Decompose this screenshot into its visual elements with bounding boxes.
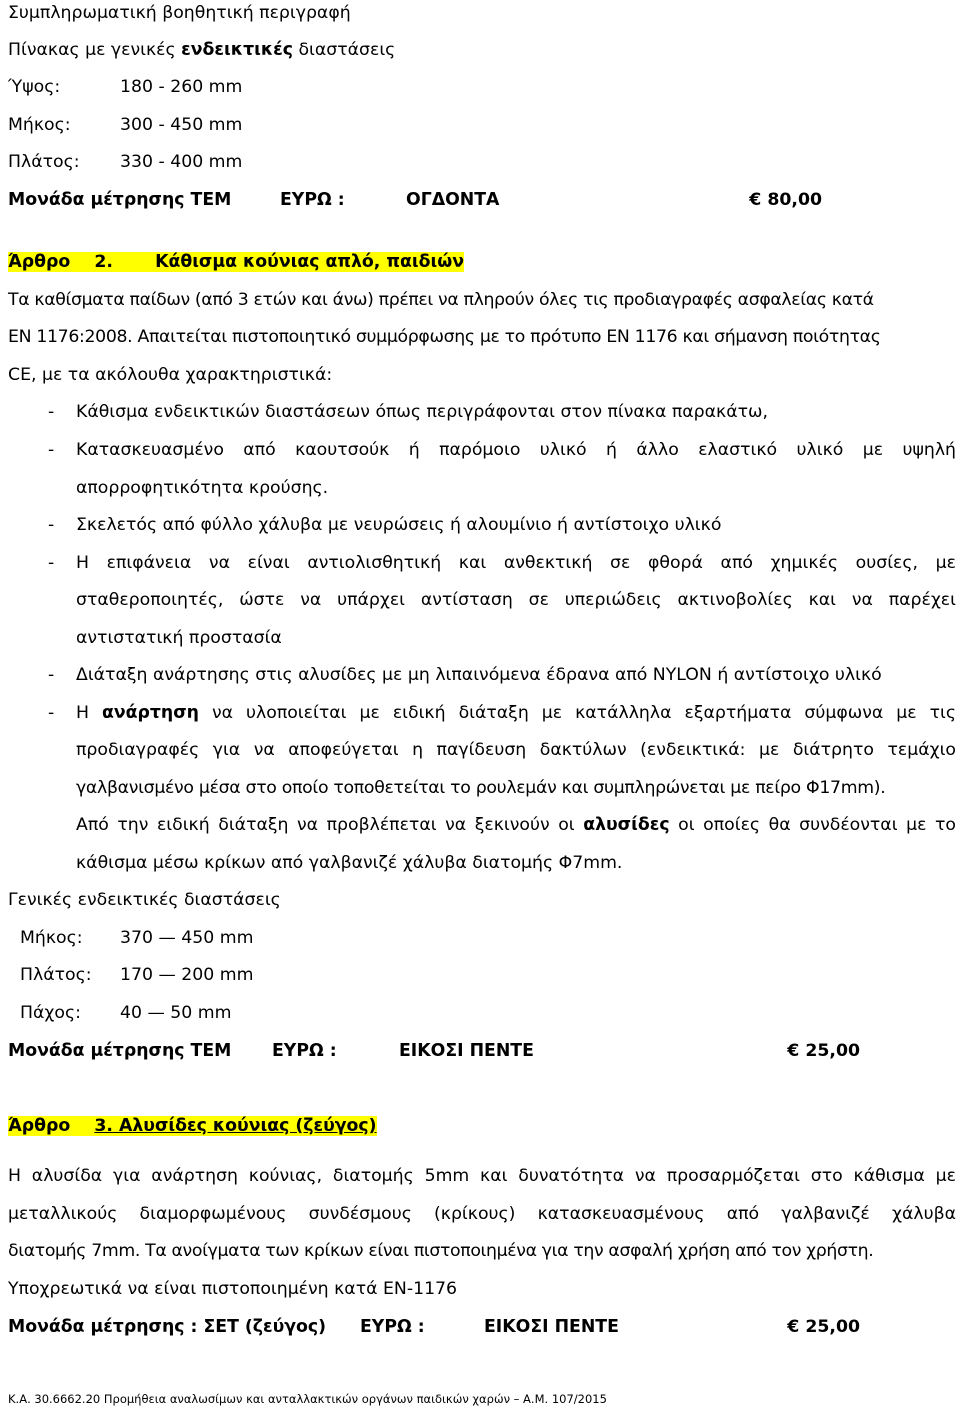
bullet-continuation: προδιαγραφές για να αποφεύγεται η παγίδευση δακτύλων (ενδεικτικά: με διάτρητο τεμάχιο — [76, 740, 956, 760]
article-3-heading — [8, 1115, 956, 1137]
bullet-item: - Σκελετός από φύλλο χάλυβα με νευρώσεις ή αλουμίνιο ή αντίστοιχο υλικό — [48, 515, 722, 535]
article-label: Άρθρο 2. Κάθισμα κούνιας απλό, παιδιών — [8, 252, 465, 272]
bullet-item: - Η ανάρτηση να υλοποιείται με ειδική διάταξη με κατάλληλα εξαρτήματα σύμφωνα με τις — [48, 703, 956, 723]
article-label: Άρθρο 3. Αλυσίδες κούνιας (ζεύγος) — [8, 1116, 377, 1136]
bullet-continuation: σταθεροποιητές, ώστε να υπάρχει αντίσταση σε υπεριώδεις ακτινοβολίες και να παρέχει — [76, 590, 956, 610]
bullet-item: - Κατασκευασμένο από καουτσούκ ή παρόμοιο υλικό ή άλλο ελαστικό υλικό με υψηλή — [48, 440, 956, 460]
article-2-heading — [8, 251, 956, 273]
bullet-continuation: απορροφητικότητα κρούσης. — [76, 478, 329, 498]
bullet-continuation: αντιστατική προστασία — [76, 628, 282, 648]
bullet-continuation: Από την ειδική διάταξη να προβλέπεται να ξεκινούν οι αλυσίδες οι οποίες θα συνδέονται με το — [76, 815, 956, 835]
bullet-item: - Διάταξη ανάρτησης στις αλυσίδες με μη λιπαινόμενα έδρανα από NYLON ή αντίστοιχο υλικό — [48, 665, 882, 685]
paragraph-line: CE, με τα ακόλουθα χαρακτηριστικά: — [8, 365, 333, 385]
paragraph-line: Τα καθίσματα παίδων (από 3 ετών και άνω) πρέπει να πληρούν όλες τις προδιαγραφές ασφαλείας κατά — [8, 290, 874, 310]
paragraph-line: μεταλλικούς διαμορφωμένους συνδέσμους (κρίκους) κατασκευασμένους από γαλβανιζέ χάλυβα — [8, 1204, 956, 1224]
bullet-continuation: κάθισμα μέσω κρίκων από γαλβανιζέ χάλυβα διατομής Φ7mm. — [76, 853, 623, 873]
bullet-item: - Η επιφάνεια να είναι αντιολισθητική και ανθεκτική σε φθορά από χημικές ουσίες, με — [48, 553, 956, 573]
page-footer: Κ.Α. 30.6662.20 Προμήθεια αναλωσίμων και ανταλλακτικών οργάνων παιδικών χαρών – Α.Μ. 107/2015 — [8, 1392, 607, 1406]
intro-title: Συμπληρωματική βοηθητική περιγραφή — [8, 3, 351, 23]
table-caption: Πίνακας με γενικές ενδεικτικές διαστάσεις — [8, 40, 396, 60]
dims-title: Γενικές ενδεικτικές διαστάσεις — [8, 890, 281, 910]
paragraph-line: Η αλυσίδα για ανάρτηση κούνιας, διατομής 5mm και δυνατότητα να προσαρμόζεται στο κάθισμα με — [8, 1166, 956, 1186]
paragraph-line: Υποχρεωτικά να είναι πιστοποιημένη κατά ΕΝ-1176 — [8, 1279, 458, 1299]
paragraph-line: EN 1176:2008. Απαιτείται πιστοποιητικό συμμόρφωσης με το πρότυπο EN 1176 και σήμανση ποιότητας — [8, 327, 881, 347]
paragraph-line: διατομής 7mm. Τα ανοίγματα των κρίκων είναι πιστοποιημένα για την ασφαλή χρήση από τον χρήστη. — [8, 1241, 874, 1261]
bullet-item: - Κάθισμα ενδεικτικών διαστάσεων όπως περιγράφονται στον πίνακα παρακάτω, — [48, 402, 768, 422]
bullet-continuation: γαλβανισμένο μέσα στο οποίο τοποθετείται το ρουλεμάν και συμπληρώνεται με πείρο Φ17mm). — [76, 778, 886, 798]
